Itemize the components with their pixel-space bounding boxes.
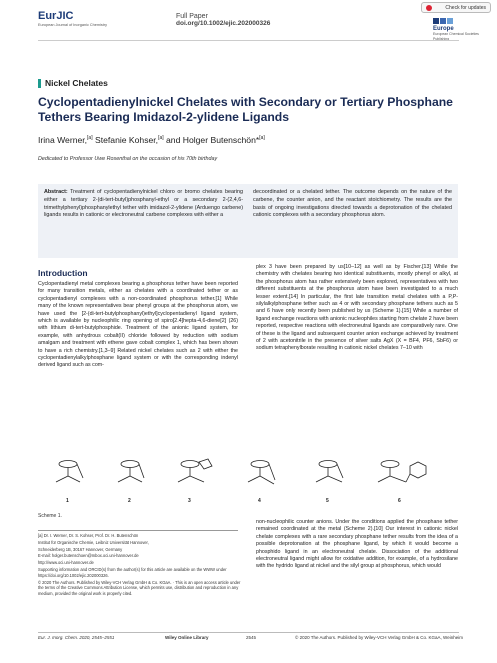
section-label-text: Nickel Chelates [45,78,108,88]
author-2-affil: [a] [158,135,164,142]
dedication: Dedicated to Professor Uwe Rosenthal on the occasion of his 70th birthday [38,156,218,162]
abstract-left [44,189,243,253]
abstract-box [38,184,458,258]
footnote-divider [38,530,238,531]
footnote-institute: Institut für Organische Chemie, Leibniz Universität Hannover, [38,539,149,545]
author-3-affil: [a] [259,135,265,142]
author-1-affil: [a] [87,135,93,142]
check-updates-button[interactable] [421,2,491,13]
footnote-address: Schneiderberg 1B, 30167 Hannover, Germany [38,546,123,552]
header-divider [38,40,459,41]
footnotes [38,533,242,598]
intro-left-column: Cyclopentadienyl metal complexes bearing a phosphorus tether have been reported for many transition metals, either as chelates with a coordinated tether or as cyclopentadienyl complexes with a non-coordinated phosphorus tether.[1] While many of the known representatives bear phenyl groups at the phosphorus atom, we have used the [2-(di-tert-butylphosphanyl)ethyl]cyclopentadienyl ligand system, which is available by nucleophilic ring opening of spiro[2.4]hepta-4,6-diene[2] (26) with lithium di-tert-butylphosphide. Treatment of the anionic ligand system, for example, with anhydrous cobalt(II) chloride followed by reduction with sodium amalgam and treatment with ethene gave cobalt complex 1, which has been shown to have a rich chemistry.[1,3–9] Related nickel chelates such as 2 with either the cyclopentadienylalkylphosphane ligand system or with the corresponding indenyl derived ligand such as com- [38,281,238,369]
compound-label-3: 3 [188,498,191,504]
doi-link[interactable]: doi.org/10.1002/ejic.202000326 [176,20,271,27]
molecule-5 [316,461,343,483]
compound-label-6: 6 [398,498,401,504]
scheme-structures [38,454,458,498]
check-updates-label: Check for updates [445,5,486,11]
author-list [38,135,265,145]
molecule-4 [248,461,275,485]
footer-page-number: 2545 [246,635,257,640]
molecule-2 [118,461,144,483]
journal-header [38,10,107,27]
compound-label-1: 1 [66,498,69,504]
molecule-1 [56,461,83,483]
update-icon [426,5,432,11]
author-3[interactable]: and Holger Butenschön* [166,135,260,145]
article-title: Cyclopentadienylnickel Chelates with Secondary or Tertiary Phosphane Tethers Bearing Imidazol-2-ylidene Ligands [38,95,453,124]
footnote-supporting-info: Supporting information and ORCID(s) from the author(s) for this article are available on the WWW under https://doi.org/10.1002/ejic.202000326. [38,566,227,578]
publisher-subtitle: European Chemical Societies Publishing [433,32,479,41]
compound-label-5: 5 [326,498,329,504]
abstract-right: decoordinated or a chelated tether. The outcome depends on the nature of the carbene, the counter anion, and the reactant stoichiometry. The results are the basis of ongoing investigations directed towards a deprotonation of the chelated cationic complexes with a secondary phosphorus atom. [253,189,452,219]
compound-label-4: 4 [258,498,261,504]
publisher-name: Europe [433,26,454,32]
footer-divider [38,632,459,633]
section-bar-icon [38,79,41,88]
footnote-website[interactable]: http://www.oci.uni-hannover.de [38,560,94,566]
footnote-email[interactable]: E-mail: holger.butenschoen@mbox.oci.uni-hannover.de [38,553,139,559]
author-1[interactable]: Irina Werner, [38,135,88,145]
introduction-heading: Introduction [38,268,88,278]
footnote-affiliation: [a] Dr. I. Werner, Dr. S. Kohser, Prof. Dr. H. Butenschön [38,533,139,538]
section-label [38,78,108,88]
compound-label-2: 2 [128,498,131,504]
intro-right-column: plex 3 have been prepared by us[10–12] as well as by Fischer.[13] While the chemistry with chelates bearing two identical substituents, mostly phenyl or alkyl, at the phosphorus atom has rather extensively been explored, representatives with two different substituents at the phosphorus atom have been investigated to a much lesser extent.[14] In particular, the first late transition metal chelates with a P,P-silylalkylphosphane tether such as 4 or with secondary phosphane tethers such as 5 and 6 have only recently been published by us (Scheme 1).[15] While a number of ligand exchange reactions with anionic nucleophiles starting from chelate 2 have been reported, respective reactions with electroneutral ligands are comparatively rare. One of these is the ligand and subsequent counter anion exchange achieved by treatment of 2 with acetonitrile in the presence of silver salts AgX (X = BF4, PF6, SbF6) or sodium tetraphenylborate resulting in cationic nickel chelates 7–10 with [256,264,458,352]
footer-citation: Eur. J. Inorg. Chem. 2020, 2545–2551 [38,635,115,640]
abstract-left-text: Treatment of cyclopentadienylnickel chloro or bromo chelates bearing either a tertiary 2-(di-tert-butyl)phosphanyl-ethyl or a secondary 2-(2,4,6-trimethylphenyl)phosphanylethyl tether with imidazol-2-ylidene (Arduengo carbene) ligands results in cationic or electroneutral carbene complexes with either a [44,189,243,219]
publisher-logo-icon [433,18,481,24]
footnote-license: © 2020 The Authors. Published by Wiley-VCH Verlag GmbH & Co. KGaA. · This is an open access article under the terms of the Creative Commons Attribution License, which permits use, distribution and reproduction in any medium, provided the original work is properly cited. [38,579,241,597]
scheme-1 [38,454,458,504]
journal-subtitle: European Journal of Inorganic Chemistry [38,23,108,27]
abstract-label: Abstract: [44,189,68,195]
paper-type: Full Paper [176,13,208,20]
intro-right-column-continued: non-nucleophilic counter anions. Under the conditions applied the phosphane tether remained coordinated at the metal (Scheme 2).[10] Our interest in cationic nickel chelate complexes with a rare secondary phosphane tether results from the idea of a possible deprotonation at the phosphane ligand, by which it would become a phosphido ligand in an electroneutral chelate. Dissociation of the additional electroneutral ligand might allow for oxidative addition, for example, of a hydrosilane with the hydrido ligand at nickel and the silyl group at phosphorus, which would [256,519,458,570]
footer-library-link[interactable]: Wiley Online Library [165,635,209,640]
paper-meta [176,13,270,27]
author-2[interactable]: Stefanie Kohser, [95,135,159,145]
publisher-logo [433,18,481,41]
molecule-3 [178,459,212,482]
footer-copyright: © 2020 The Authors. Published by Wiley-VCH Verlag GmbH & Co. KGaA, Weinheim [295,635,463,640]
journal-name: EurJIC [38,10,74,22]
scheme-caption: Scheme 1. [38,513,62,519]
molecule-6 [378,461,426,483]
